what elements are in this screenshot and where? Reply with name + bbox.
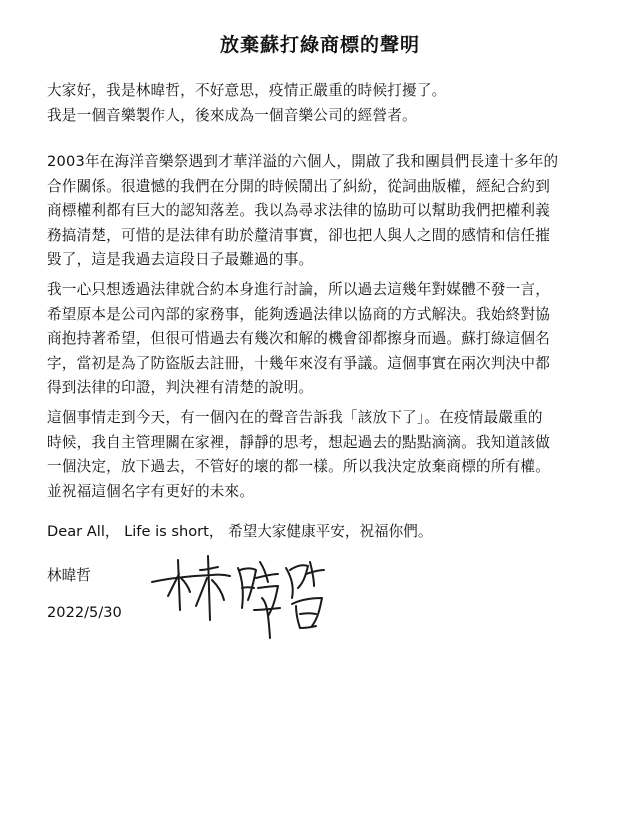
paragraph-line: 這個事情走到今天，有一個內在的聲音告訴我「該放下了」。在疫情最嚴重的	[47, 409, 543, 426]
paragraph-line: 我一心只想透過法律就合約本身進行討論，所以過去這幾年對媒體不發一言，	[47, 281, 550, 298]
paragraph-line: 得到法律的印證，判決裡有清楚的說明。	[47, 379, 314, 396]
paragraph-decision	[47, 406, 602, 504]
paragraph-line: 商抱持著希望，但很可惜過去有幾次和解的機會卻都擦身而過。蘇打綠這個名	[47, 330, 550, 347]
paragraph-greeting	[47, 79, 602, 128]
paragraph-line: 毀了，這是我過去這段日子最難過的事。	[47, 251, 314, 268]
handwritten-signature	[150, 548, 335, 648]
paragraph-line: 商標權利都有巨大的認知落差。我以為尋求法律的協助可以幫助我們把權利義	[47, 202, 550, 219]
paragraph-line: 務搞清楚，可惜的是法律有助於釐清事實，卻也把人與人之間的感情和信任摧	[47, 226, 550, 244]
document-title: 放棄蘇打綠商標的聲明	[219, 34, 420, 56]
paragraph-line: 字，當初是為了防盜版去註冊，十幾年來沒有爭議。這個事實在兩次判決中都	[47, 354, 550, 372]
paragraph-line: 大家好，我是林暐哲，不好意思，疫情正嚴重的時候打擾了。	[47, 82, 447, 99]
author-name: 林暐哲	[47, 567, 91, 584]
paragraph-history	[47, 150, 602, 273]
paragraph-line: 2003年在海洋音樂祭遇到才華洋溢的六個人，開啟了我和團員們長達十多年的	[47, 153, 559, 170]
paragraph-line: 並祝福這個名字有更好的未來。	[47, 482, 255, 500]
document-date: 2022/5/30	[47, 604, 122, 621]
paragraph-line: 時候，我自主管理關在家裡，靜靜的思考，想起過去的點點滴滴。我知道該做	[47, 433, 550, 451]
paragraph-legal	[47, 278, 602, 401]
closing-line: Dear All， Life is short， 希望大家健康平安，祝福你們。	[47, 523, 433, 540]
paragraph-line: 合作關係。很遺憾的我們在分開的時候鬧出了糾紛，從詞曲版權，經紀合約到	[47, 177, 550, 195]
paragraph-line: 希望原本是公司內部的家務事，能夠透過法律以協商的方式解決。我始終對協	[47, 305, 550, 323]
paragraph-line: 我是一個音樂製作人，後來成為一個音樂公司的經營者。	[47, 106, 417, 124]
paragraph-line: 一個決定，放下過去，不管好的壞的都一樣。所以我決定放棄商標的所有權。	[47, 458, 550, 475]
